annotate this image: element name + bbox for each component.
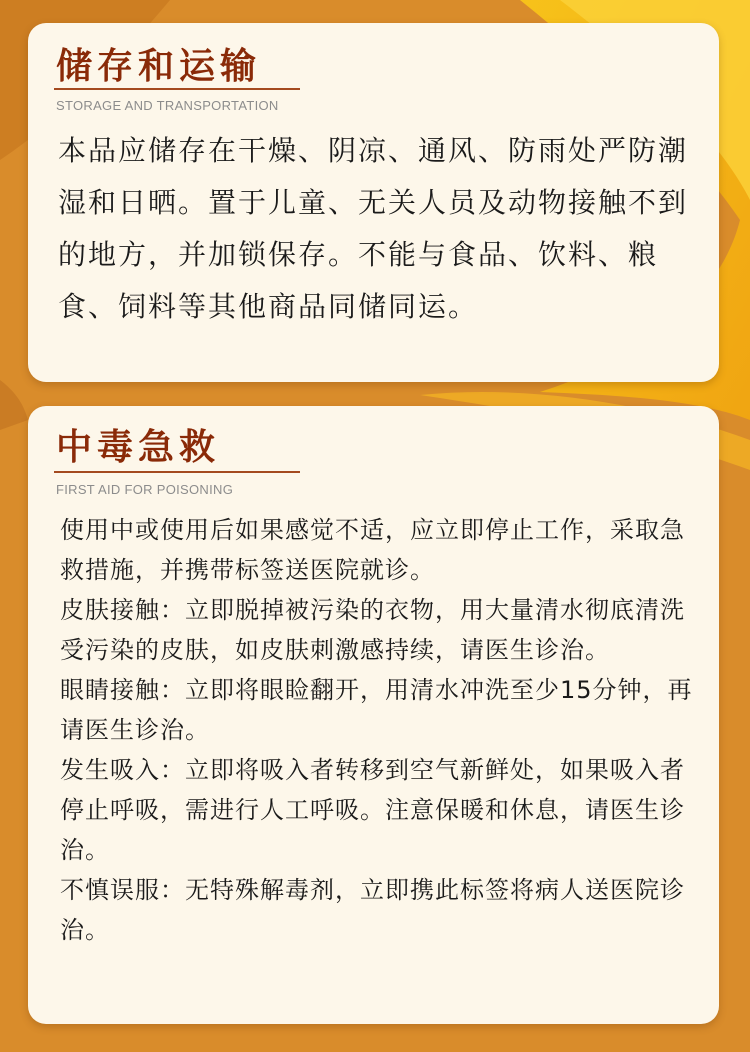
first-aid-ingestion: 不慎误服：无特殊解毒剂，立即携此标签将病人送医院诊治。 <box>60 876 685 944</box>
first-aid-subtitle: FIRST AID FOR POISONING <box>56 482 234 497</box>
first-aid-card <box>28 406 719 1024</box>
storage-title-underline <box>54 88 300 90</box>
first-aid-inhalation: 发生吸入：立即将吸入者转移到空气新鲜处，如果吸入者停止呼吸，需进行人工呼吸。注意保暖和休息，请医生诊治。 <box>60 756 685 864</box>
first-aid-title-underline <box>54 471 300 473</box>
first-aid-eye-contact: 眼睛接触：立即将眼睑翻开，用清水冲洗至少15分钟，再请医生诊治。 <box>60 676 693 744</box>
storage-subtitle: STORAGE AND TRANSPORTATION <box>56 98 279 113</box>
storage-card <box>28 23 719 382</box>
first-aid-title: 中毒急救 <box>56 426 221 468</box>
storage-body: 本品应储存在干燥、阴凉、通风、防雨处严防潮湿和日晒。置于儿童、无关人员及动物接触不到的地方，并加锁保存。不能与食品、饮料、粮食、饲料等其他商品同储同运。 <box>58 134 689 323</box>
storage-title: 储存和运输 <box>56 45 262 87</box>
first-aid-skin-contact: 皮肤接触：立即脱掉被污染的衣物，用大量清水彻底清洗受污染的皮肤，如皮肤刺激感持续，请医生诊治。 <box>60 596 685 664</box>
first-aid-body <box>60 510 700 950</box>
first-aid-general: 使用中或使用后如果感觉不适，应立即停止工作，采取急救措施，并携带标签送医院就诊。 <box>60 516 685 584</box>
